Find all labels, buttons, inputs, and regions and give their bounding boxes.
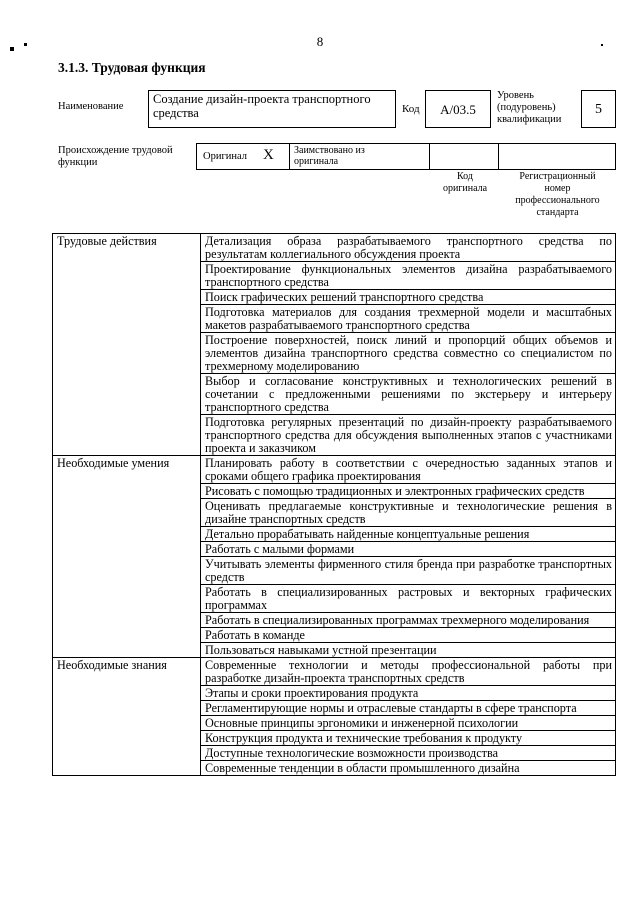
- origin-label-line: Происхождение трудовой: [58, 145, 173, 156]
- borrowed-label: [294, 145, 365, 167]
- name-value: Создание дизайн-проекта транспортного средства: [148, 90, 396, 128]
- section-title: Трудовые действия: [53, 234, 201, 456]
- section-item: Оценивать предлагаемые конструктивные и технологические решения в дизайне транспортных средств: [201, 499, 616, 527]
- section-item: Работать с малыми формами: [201, 542, 616, 557]
- caption-line: оригинала: [442, 183, 488, 194]
- level-value: 5: [581, 90, 616, 128]
- function-details-table: [52, 233, 616, 776]
- section-heading: 3.1.3. Трудовая функция: [58, 60, 206, 75]
- section-item: Построение поверхностей, поиск линий и пропорций общих объемов и элементов дизайна транспортного средства совместно со специалистом по трехмерному моделированию: [201, 333, 616, 374]
- section-item: Этапы и сроки проектирования продукта: [201, 686, 616, 701]
- original-code-caption: [430, 171, 500, 195]
- table-row: [53, 234, 616, 262]
- borrowed-label-line: оригинала: [294, 156, 339, 167]
- section-item: Подготовка материалов для создания трехмерной модели и масштабных макетов разрабатываемого транспортного средства: [201, 305, 616, 333]
- section-title: Необходимые умения: [53, 456, 201, 658]
- code-value: A/03.5: [425, 90, 491, 128]
- original-code-cell: [429, 143, 499, 170]
- section-item: Рисовать с помощью традиционных и электронных графических средств: [201, 484, 616, 499]
- original-mark: X: [263, 147, 274, 163]
- caption-line: стандарта: [536, 207, 579, 218]
- section-item: Планировать работу в соответствии с очередностью заданных этапов и сроками общего графика проектирования: [201, 456, 616, 484]
- section-item: Работать в специализированных растровых и векторных графических программах: [201, 585, 616, 613]
- registration-number-caption: [500, 171, 615, 219]
- section-title: Необходимые знания: [53, 658, 201, 776]
- page-number: 8: [316, 34, 324, 49]
- caption-line: Код: [457, 171, 473, 182]
- section-item: Современные технологии и методы профессиональной работы при разработке дизайн-проекта транспортных средств: [201, 658, 616, 686]
- table-row: [53, 658, 616, 686]
- section-item: Регламентирующие нормы и отраслевые стандарты в сфере транспорта: [201, 701, 616, 716]
- origin-label-line: функции: [58, 157, 98, 168]
- code-label: Код: [402, 103, 420, 115]
- caption-line: номер: [544, 183, 571, 194]
- section-item: Доступные технологические возможности производства: [201, 746, 616, 761]
- caption-line: Регистрационный: [519, 171, 596, 182]
- borrowed-label-line: Заимствовано из: [294, 145, 365, 156]
- borrowed-cell: [289, 143, 430, 170]
- section-item: Работать в команде: [201, 628, 616, 643]
- section-item: Пользоваться навыками устной презентации: [201, 643, 616, 658]
- original-cell: [196, 143, 290, 170]
- level-label-line: Уровень: [497, 90, 534, 101]
- section-item: Подготовка регулярных презентаций по дизайн-проекту разрабатываемого транспортного средства для обсуждения выполненных этапов с участниками проекта и заказчиком: [201, 415, 616, 456]
- section-item: Детализация образа разрабатываемого транспортного средства по результатам коллегиального обсуждения проекта: [201, 234, 616, 262]
- origin-label: [58, 145, 173, 169]
- section-item: Учитывать элементы фирменного стиля бренда при разработке транспортных средств: [201, 557, 616, 585]
- caption-line: профессионального: [515, 195, 600, 206]
- section-item: Выбор и согласование конструктивных и технологических решений в сочетании с предложенными решениями по экстерьеру и интерьеру транспортного средства: [201, 374, 616, 415]
- section-item: Основные принципы эргономики и инженерной психологии: [201, 716, 616, 731]
- name-label: Наименование: [58, 101, 124, 112]
- section-item: Поиск графических решений транспортного средства: [201, 290, 616, 305]
- section-item: Детально прорабатывать найденные концептуальные решения: [201, 527, 616, 542]
- section-item: Проектирование функциональных элементов дизайна разрабатываемого транспортного средства: [201, 262, 616, 290]
- level-label-line: квалификации: [497, 114, 562, 125]
- origin-row: [196, 143, 616, 170]
- registration-number-cell: [498, 143, 616, 170]
- section-item: Современные тенденции в области промышленного дизайна: [201, 761, 616, 776]
- level-label-line: (подуровень): [497, 102, 556, 113]
- section-item: Работать в специализированных программах трехмерного моделирования: [201, 613, 616, 628]
- table-row: [53, 456, 616, 484]
- original-label: Оригинал: [203, 151, 247, 162]
- level-label: [497, 90, 561, 126]
- section-item: Конструкция продукта и технические требования к продукту: [201, 731, 616, 746]
